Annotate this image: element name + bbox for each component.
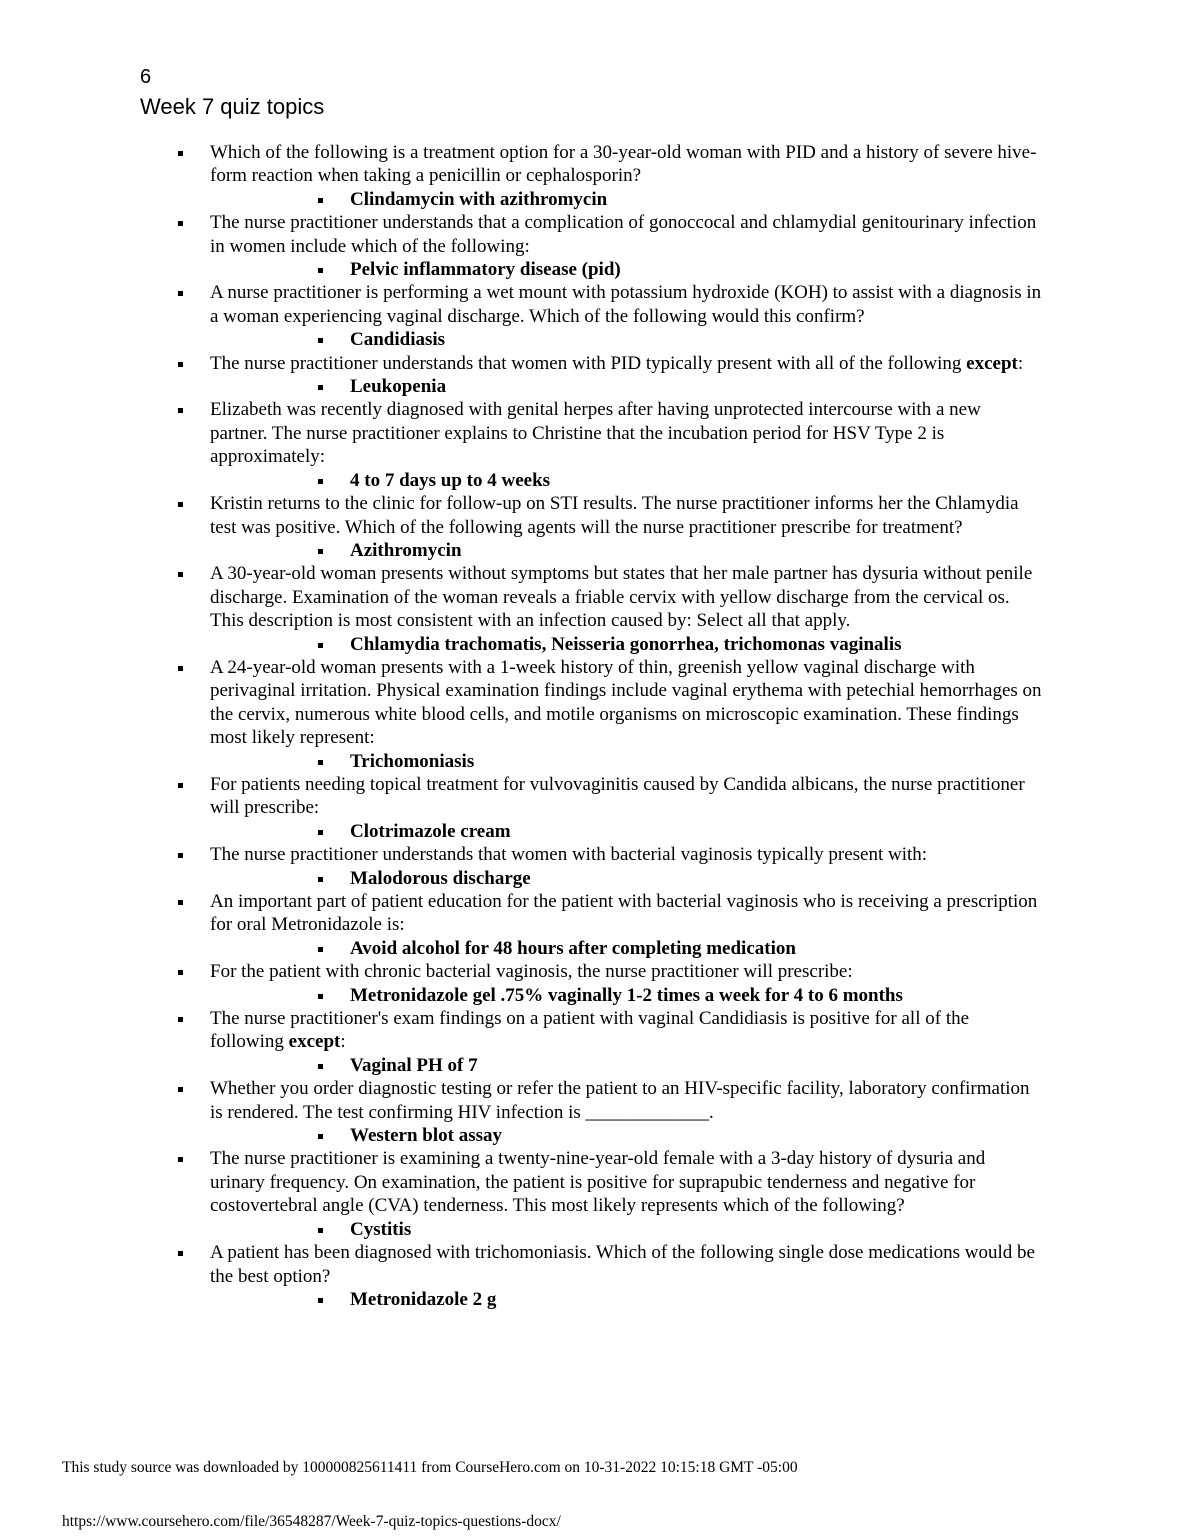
bullet-cell xyxy=(318,1124,350,1139)
answer-text: Western blot assay xyxy=(350,1125,502,1147)
bullet-cell xyxy=(318,867,350,882)
question-text: An important part of patient education for the patient with bacterial vaginosis who is receiving a prescription for oral Metronidazole is: xyxy=(210,891,1038,936)
bullet-square-icon xyxy=(318,338,323,343)
bullet-square-icon xyxy=(318,1064,323,1069)
bullet-square-icon xyxy=(318,268,323,273)
answer-item xyxy=(318,820,1042,843)
bullet-square-icon xyxy=(318,1134,323,1139)
question-item xyxy=(178,890,1042,937)
answer-item xyxy=(318,1218,1042,1241)
bullet-square-icon xyxy=(178,502,183,507)
answer-text: Vaginal PH of 7 xyxy=(350,1054,478,1076)
footer-download-note: This study source was downloaded by 100000825611411 from CourseHero.com on 10-31-2022 10:15:18 GMT -05:00 xyxy=(62,1459,798,1476)
bullet-cell xyxy=(178,1007,210,1022)
bullet-square-icon xyxy=(318,1298,323,1303)
bullet-square-icon xyxy=(178,783,183,788)
bullet-cell xyxy=(178,211,210,226)
bullet-square-icon xyxy=(318,830,323,835)
answer-item xyxy=(318,188,1042,211)
answer-text: Chlamydia trachomatis, Neisseria gonorrhea, trichomonas vaginalis xyxy=(350,633,902,655)
bullet-square-icon xyxy=(178,151,183,156)
question-text: The nurse practitioner is examining a twenty-nine-year-old female with a 3-day history of dysuria and urinary frequency. On examination, the patient is positive for suprapubic tenderness and negative for costovertebral angle (CVA) tenderness. This most likely represents which of the following? xyxy=(210,1148,986,1217)
question-text: Whether you order diagnostic testing or refer the patient to an HIV-specific facility, laboratory confirmation is rendered. The test confirming HIV infection is _____________. xyxy=(210,1078,1030,1123)
question-text: The nurse practitioner's exam findings on a patient with vaginal Candidiasis is positive for all of the following except: xyxy=(210,1008,970,1053)
bullet-square-icon xyxy=(178,408,183,413)
bullet-square-icon xyxy=(178,362,183,367)
answer-text: 4 to 7 days up to 4 weeks xyxy=(350,469,551,491)
bullet-square-icon xyxy=(318,549,323,554)
bullet-cell xyxy=(178,1077,210,1092)
question-item xyxy=(178,843,1042,866)
question-item xyxy=(178,398,1042,468)
bullet-cell xyxy=(318,328,350,343)
answer-text: Avoid alcohol for 48 hours after completing medication xyxy=(350,937,796,959)
bullet-square-icon xyxy=(178,900,183,905)
questions-list xyxy=(178,141,1042,1311)
bullet-square-icon xyxy=(178,1087,183,1092)
bullet-cell xyxy=(318,1288,350,1303)
question-text: A nurse practitioner is performing a wet mount with potassium hydroxide (KOH) to assist with a diagnosis in a woman experiencing vaginal discharge. Which of the following would this confirm? xyxy=(210,282,1042,327)
answer-text: Clindamycin with azithromycin xyxy=(350,188,608,210)
bullet-cell xyxy=(318,258,350,273)
bullet-cell xyxy=(318,750,350,765)
question-text: For patients needing topical treatment for vulvovaginitis caused by Candida albicans, the nurse practitioner will prescribe: xyxy=(210,773,1025,819)
answer-item xyxy=(318,375,1042,398)
bullet-cell xyxy=(318,984,350,999)
bullet-cell xyxy=(178,1147,210,1162)
bullet-cell xyxy=(178,352,210,367)
question-item xyxy=(178,141,1042,188)
question-text: Which of the following is a treatment option for a 30-year-old woman with PID and a history of severe hive-form reaction when taking a penicillin or cephalosporin? xyxy=(210,142,1037,187)
question-text: A patient has been diagnosed with trichomoniasis. Which of the following single dose medications would be the best option? xyxy=(210,1242,1035,1287)
question-text: For the patient with chronic bacterial vaginosis, the nurse practitioner will prescribe: xyxy=(210,961,853,983)
question-item xyxy=(178,773,1042,820)
question-text: A 24-year-old woman presents with a 1-week history of thin, greenish yellow vaginal discharge with perivaginal irritation. Physical examination findings include vaginal erythema with petechial hemorrhages on the cervix, numerous white blood cells, and motile organisms on microscopic examination. These findings most likely represent: xyxy=(210,656,1042,749)
bullet-cell xyxy=(318,820,350,835)
bullet-square-icon xyxy=(178,853,183,858)
question-item xyxy=(178,1077,1042,1124)
answer-text: Candidiasis xyxy=(350,329,446,351)
bullet-square-icon xyxy=(318,877,323,882)
answer-item xyxy=(318,867,1042,890)
bullet-cell xyxy=(178,773,210,788)
question-text: The nurse practitioner understands that women with PID typically present with all of the following except: xyxy=(210,352,1024,374)
question-text: Kristin returns to the clinic for follow-up on STI results. The nurse practitioner informs her the Chlamydia test was positive. Which of the following agents will the nurse practitioner prescribe for treatment? xyxy=(210,493,1019,538)
page-header xyxy=(140,64,324,122)
answer-item xyxy=(318,328,1042,351)
bullet-square-icon xyxy=(318,385,323,390)
bullet-square-icon xyxy=(178,572,183,577)
bullet-square-icon xyxy=(318,994,323,999)
bullet-square-icon xyxy=(318,198,323,203)
bullet-cell xyxy=(178,656,210,671)
answer-item xyxy=(318,1124,1042,1147)
answer-item xyxy=(318,1054,1042,1077)
bullet-cell xyxy=(318,188,350,203)
question-item xyxy=(178,960,1042,983)
answer-text: Cystitis xyxy=(350,1218,412,1240)
bullet-cell xyxy=(178,960,210,975)
bullet-cell xyxy=(318,1054,350,1069)
answer-item xyxy=(318,984,1042,1007)
bullet-cell xyxy=(178,398,210,413)
bullet-cell xyxy=(178,890,210,905)
question-item xyxy=(178,211,1042,258)
question-item xyxy=(178,1007,1042,1054)
question-text: Elizabeth was recently diagnosed with genital herpes after having unprotected intercourse with a new partner. The nurse practitioner explains to Christine that the incubation period for HSV Type 2 is approximately: xyxy=(210,399,981,468)
bullet-cell xyxy=(178,141,210,156)
question-item xyxy=(178,352,1042,375)
footer-file-url: https://www.coursehero.com/file/36548287/Week-7-quiz-topics-questions-docx/ xyxy=(62,1513,561,1530)
bullet-square-icon xyxy=(318,1228,323,1233)
bullet-square-icon xyxy=(178,970,183,975)
answer-item xyxy=(318,539,1042,562)
question-item xyxy=(178,1147,1042,1217)
question-item xyxy=(178,656,1042,750)
bullet-cell xyxy=(178,843,210,858)
answer-text: Azithromycin xyxy=(350,539,462,561)
answer-item xyxy=(318,469,1042,492)
answer-text: Pelvic inflammatory disease (pid) xyxy=(350,259,621,281)
bullet-cell xyxy=(318,375,350,390)
answer-item xyxy=(318,258,1042,281)
question-text: The nurse practitioner understands that a complication of gonoccocal and chlamydial genitourinary infection in women include which of the following: xyxy=(210,212,1037,257)
question-item xyxy=(178,562,1042,632)
answer-item xyxy=(318,1288,1042,1311)
answer-text: Leukopenia xyxy=(350,376,447,398)
question-text: The nurse practitioner understands that women with bacterial vaginosis typically present with: xyxy=(210,844,928,866)
bullet-cell xyxy=(178,281,210,296)
answer-text: Metronidazole 2 g xyxy=(350,1288,497,1310)
answer-text: Trichomoniasis xyxy=(350,750,475,772)
bullet-cell xyxy=(318,937,350,952)
page-title: Week 7 quiz topics xyxy=(140,94,325,119)
bullet-cell xyxy=(318,633,350,648)
bullet-square-icon xyxy=(318,479,323,484)
bullet-square-icon xyxy=(178,1251,183,1256)
answer-text: Clotrimazole cream xyxy=(350,820,511,842)
bullet-square-icon xyxy=(178,291,183,296)
question-item xyxy=(178,281,1042,328)
bullet-cell xyxy=(178,562,210,577)
bullet-square-icon xyxy=(318,643,323,648)
answer-text: Malodorous discharge xyxy=(350,867,531,889)
answer-text: Metronidazole gel .75% vaginally 1-2 times a week for 4 to 6 months xyxy=(350,984,903,1006)
bullet-square-icon xyxy=(318,760,323,765)
bullet-square-icon xyxy=(178,1157,183,1162)
bullet-cell xyxy=(178,1241,210,1256)
answer-item xyxy=(318,750,1042,773)
answer-item xyxy=(318,937,1042,960)
bullet-square-icon xyxy=(318,947,323,952)
question-text: A 30-year-old woman presents without symptoms but states that her male partner has dysuria without penile discharge. Examination of the woman reveals a friable cervix with yellow discharge from the cervical os. This description is most consistent with an infection caused by: Select all that apply. xyxy=(210,563,1033,632)
page-number: 6 xyxy=(140,66,152,88)
question-item xyxy=(178,492,1042,539)
bullet-cell xyxy=(318,539,350,554)
bullet-cell xyxy=(318,1218,350,1233)
bullet-square-icon xyxy=(178,666,183,671)
bullet-cell xyxy=(178,492,210,507)
answer-item xyxy=(318,633,1042,656)
bullet-cell xyxy=(318,469,350,484)
question-item xyxy=(178,1241,1042,1288)
bullet-square-icon xyxy=(178,1017,183,1022)
bullet-square-icon xyxy=(178,221,183,226)
